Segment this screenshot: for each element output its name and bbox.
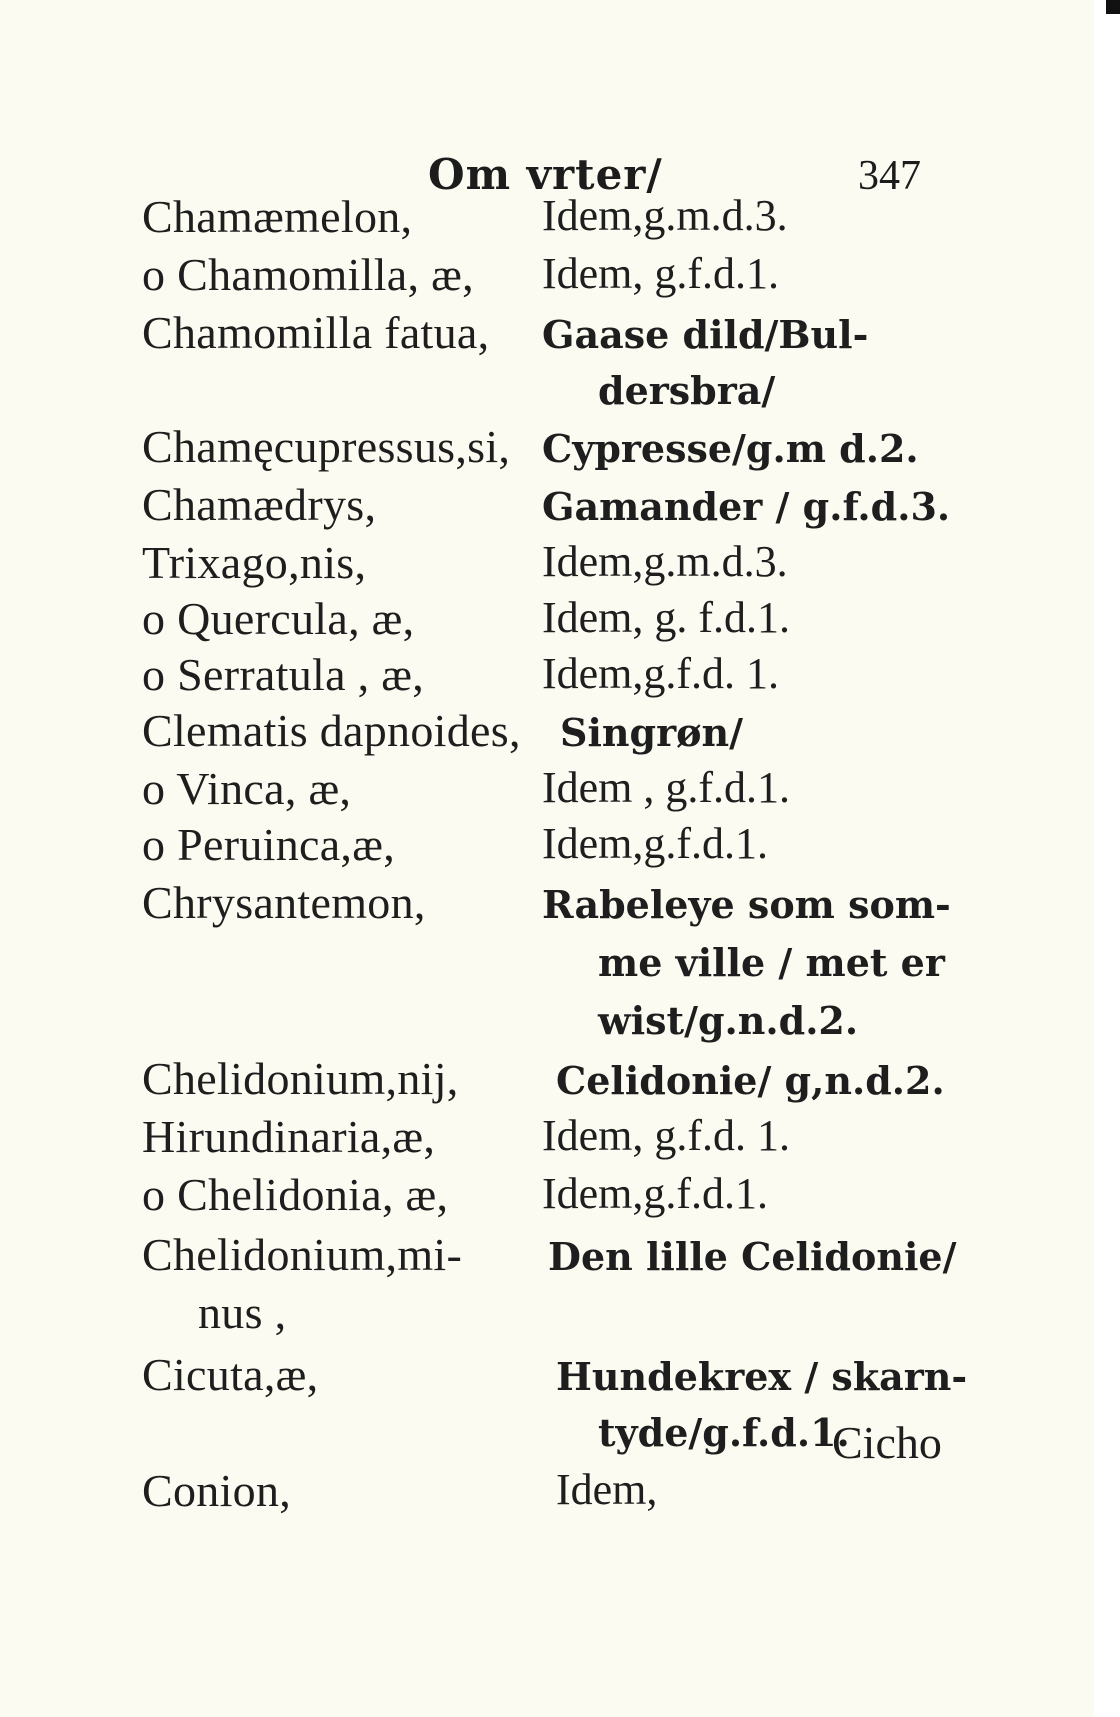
vernacular-term: Idem, g. f.d.1. bbox=[542, 593, 791, 642]
vernacular-continuation: tyde/g.f.d.1. bbox=[598, 1410, 850, 1455]
latin-term: Chamæmelon, bbox=[142, 191, 413, 242]
entry-line bbox=[0, 190, 1094, 246]
latin-term: o Peruinca,æ, bbox=[142, 819, 396, 870]
entry-line bbox=[0, 1348, 1094, 1404]
entry-line bbox=[0, 1110, 1094, 1166]
vernacular-term: Idem,g.f.d.1. bbox=[542, 1169, 769, 1218]
entry-line bbox=[0, 1228, 1094, 1284]
vernacular-term: Singrøn/ bbox=[560, 710, 743, 755]
entry-line bbox=[0, 648, 1094, 704]
entry-line bbox=[0, 248, 1094, 304]
latin-term: Hirundinaria,æ, bbox=[142, 1111, 436, 1162]
latin-term: Chrysantemon, bbox=[142, 877, 426, 928]
page-number: 347 bbox=[858, 153, 921, 199]
latin-term: Chamęcupressus,si, bbox=[142, 421, 511, 472]
entry-line bbox=[0, 818, 1094, 874]
scan-corner-mark bbox=[1106, 0, 1120, 14]
vernacular-term: Idem,g.m.d.3. bbox=[542, 537, 788, 586]
vernacular-continuation: wist/g.n.d.2. bbox=[598, 998, 859, 1043]
vernacular-continuation: dersbra/ bbox=[598, 368, 776, 413]
vernacular-term: Idem,g.f.d. 1. bbox=[542, 649, 780, 698]
vernacular-term: Idem,g.f.d.1. bbox=[542, 819, 769, 868]
catchword: Cicho bbox=[832, 1417, 942, 1468]
entry-line bbox=[0, 1286, 1094, 1342]
vernacular-term: Rabeleye som som- bbox=[542, 882, 951, 927]
entry-line bbox=[0, 762, 1094, 818]
vernacular-term: Gaase dild/Bul- bbox=[542, 312, 869, 357]
latin-term: Cicuta,æ, bbox=[142, 1349, 319, 1400]
latin-term: o Chamomilla, æ, bbox=[142, 249, 474, 300]
vernacular-term: Celidonie/ g,n.d.2. bbox=[556, 1058, 945, 1103]
latin-term: o Vinca, æ, bbox=[142, 763, 352, 814]
vernacular-term: Den lille Celidonie/ bbox=[548, 1234, 957, 1279]
latin-continuation: nus , bbox=[198, 1287, 287, 1338]
vernacular-term: Idem, g.f.d.1. bbox=[542, 249, 780, 298]
latin-term: Trixago,nis, bbox=[142, 537, 367, 588]
entry-line bbox=[0, 362, 1094, 418]
entry-line bbox=[0, 592, 1094, 648]
vernacular-term: Idem, g.f.d. 1. bbox=[542, 1111, 791, 1160]
latin-term: o Chelidonia, æ, bbox=[142, 1169, 449, 1220]
entry-line bbox=[0, 992, 1094, 1048]
vernacular-term: Idem,g.m.d.3. bbox=[542, 191, 788, 240]
entry-line bbox=[0, 536, 1094, 592]
entry-line bbox=[0, 934, 1094, 990]
entry-line bbox=[0, 704, 1094, 760]
entry-line bbox=[0, 1168, 1094, 1224]
latin-term: Chelidonium,mi- bbox=[142, 1229, 463, 1280]
entry-line bbox=[0, 478, 1094, 534]
scan-border bbox=[1094, 0, 1120, 1717]
entry-line bbox=[0, 306, 1094, 362]
latin-term: Chelidonium,nij, bbox=[142, 1053, 459, 1104]
entry-line bbox=[0, 1464, 1094, 1520]
vernacular-term: Idem , g.f.d.1. bbox=[542, 763, 791, 812]
running-head: Om vrter/ bbox=[428, 150, 663, 199]
latin-term: o Serratula , æ, bbox=[142, 649, 425, 700]
vernacular-term: Cypresse/g.m d.2. bbox=[542, 426, 919, 471]
vernacular-continuation: me ville / met er bbox=[598, 940, 945, 985]
latin-term: Clematis dapnoides, bbox=[142, 705, 521, 756]
latin-term: Chamædrys, bbox=[142, 479, 377, 530]
entry-line bbox=[0, 420, 1094, 476]
latin-term: o Quercula, æ, bbox=[142, 593, 415, 644]
latin-term: Conion, bbox=[142, 1465, 292, 1516]
vernacular-term: Idem, bbox=[556, 1465, 658, 1514]
vernacular-term: Hundekrex / skarn- bbox=[556, 1354, 968, 1399]
entry-line bbox=[0, 876, 1094, 932]
entry-line bbox=[0, 1052, 1094, 1108]
latin-term: Chamomilla fatua, bbox=[142, 307, 490, 358]
vernacular-term: Gamander / g.f.d.3. bbox=[542, 484, 951, 529]
